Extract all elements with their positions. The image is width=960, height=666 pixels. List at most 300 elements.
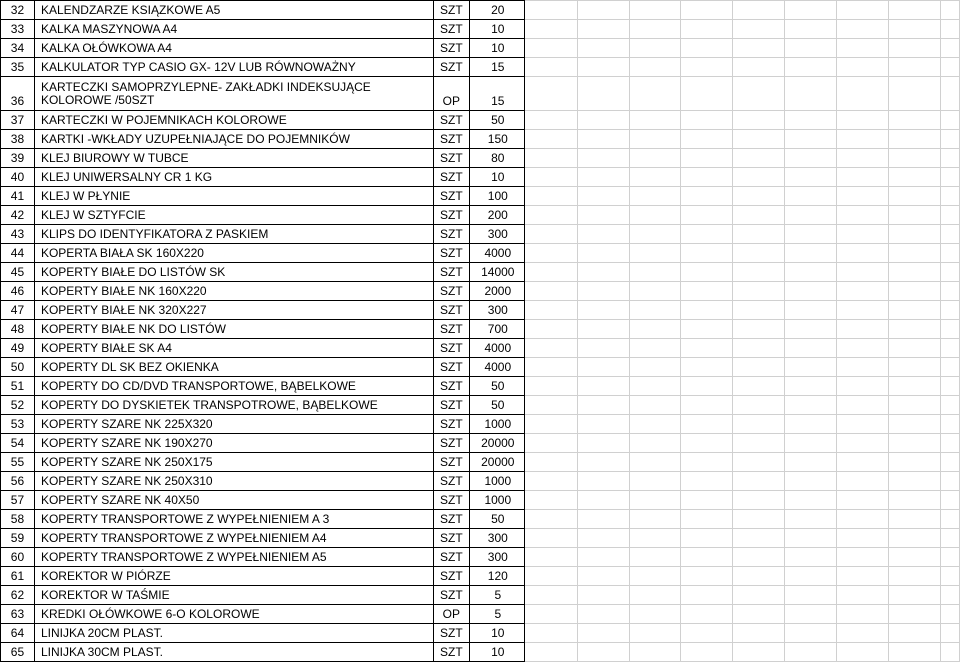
empty-cell bbox=[889, 396, 941, 415]
empty-cell bbox=[940, 225, 959, 244]
empty-cell bbox=[785, 453, 837, 472]
empty-cell bbox=[577, 453, 629, 472]
empty-cell bbox=[524, 187, 577, 206]
empty-cell bbox=[681, 605, 733, 624]
empty-cell bbox=[629, 339, 681, 358]
quantity-cell: 5 bbox=[469, 586, 524, 605]
empty-cell bbox=[837, 358, 889, 377]
empty-cell bbox=[629, 1, 681, 20]
row-number: 61 bbox=[1, 567, 35, 586]
empty-cell bbox=[785, 643, 837, 662]
empty-cell bbox=[524, 111, 577, 130]
empty-cell bbox=[681, 206, 733, 225]
empty-cell bbox=[889, 39, 941, 58]
empty-cell bbox=[940, 396, 959, 415]
empty-cell bbox=[629, 510, 681, 529]
empty-cell bbox=[577, 263, 629, 282]
unit-cell: SZT bbox=[433, 168, 469, 187]
quantity-cell: 50 bbox=[469, 377, 524, 396]
row-number: 53 bbox=[1, 415, 35, 434]
empty-cell bbox=[629, 586, 681, 605]
table-row bbox=[1, 39, 960, 58]
empty-cell bbox=[940, 624, 959, 643]
item-name: KOPERTY SZARE NK 190X270 bbox=[34, 434, 433, 453]
empty-cell bbox=[940, 130, 959, 149]
item-name: KOPERTY BIAŁE NK DO LISTÓW bbox=[34, 320, 433, 339]
item-name bbox=[34, 77, 433, 111]
row-number: 56 bbox=[1, 472, 35, 491]
empty-cell bbox=[889, 206, 941, 225]
empty-cell bbox=[577, 168, 629, 187]
empty-cell bbox=[733, 434, 785, 453]
empty-cell bbox=[940, 149, 959, 168]
empty-cell bbox=[889, 263, 941, 282]
empty-cell bbox=[940, 643, 959, 662]
empty-cell bbox=[940, 415, 959, 434]
empty-cell bbox=[733, 567, 785, 586]
quantity-cell: 150 bbox=[469, 130, 524, 149]
item-name: KOPERTY BIAŁE SK A4 bbox=[34, 339, 433, 358]
empty-cell bbox=[940, 39, 959, 58]
quantity-cell: 300 bbox=[469, 225, 524, 244]
empty-cell bbox=[577, 282, 629, 301]
table-row bbox=[1, 130, 960, 149]
empty-cell bbox=[733, 111, 785, 130]
unit-cell: OP bbox=[433, 77, 469, 111]
table-row bbox=[1, 282, 960, 301]
empty-cell bbox=[629, 187, 681, 206]
empty-cell bbox=[940, 453, 959, 472]
empty-cell bbox=[629, 20, 681, 39]
row-number: 51 bbox=[1, 377, 35, 396]
empty-cell bbox=[940, 111, 959, 130]
row-number: 38 bbox=[1, 130, 35, 149]
table-row bbox=[1, 320, 960, 339]
empty-cell bbox=[733, 529, 785, 548]
empty-cell bbox=[733, 453, 785, 472]
empty-cell bbox=[785, 225, 837, 244]
table-row bbox=[1, 225, 960, 244]
table-row bbox=[1, 586, 960, 605]
empty-cell bbox=[629, 529, 681, 548]
row-number: 37 bbox=[1, 111, 35, 130]
quantity-cell: 10 bbox=[469, 168, 524, 187]
empty-cell bbox=[524, 130, 577, 149]
empty-cell bbox=[785, 39, 837, 58]
empty-cell bbox=[733, 491, 785, 510]
item-name: KLEJ UNIWERSALNY CR 1 KG bbox=[34, 168, 433, 187]
empty-cell bbox=[629, 605, 681, 624]
empty-cell bbox=[785, 567, 837, 586]
item-name: KOPERTY SZARE NK 250X310 bbox=[34, 472, 433, 491]
empty-cell bbox=[889, 187, 941, 206]
empty-cell bbox=[629, 377, 681, 396]
empty-cell bbox=[629, 149, 681, 168]
empty-cell bbox=[940, 282, 959, 301]
empty-cell bbox=[889, 225, 941, 244]
table-row bbox=[1, 58, 960, 77]
quantity-cell: 1000 bbox=[469, 472, 524, 491]
quantity-cell: 1000 bbox=[469, 415, 524, 434]
unit-cell: SZT bbox=[433, 453, 469, 472]
empty-cell bbox=[889, 510, 941, 529]
row-number: 40 bbox=[1, 168, 35, 187]
row-number: 65 bbox=[1, 643, 35, 662]
table-row bbox=[1, 472, 960, 491]
row-number: 43 bbox=[1, 225, 35, 244]
empty-cell bbox=[733, 358, 785, 377]
empty-cell bbox=[577, 77, 629, 111]
row-number: 60 bbox=[1, 548, 35, 567]
empty-cell bbox=[524, 586, 577, 605]
item-name: KOPERTY TRANSPORTOWE Z WYPEŁNIENIEM A5 bbox=[34, 548, 433, 567]
table-row bbox=[1, 339, 960, 358]
empty-cell bbox=[681, 225, 733, 244]
empty-cell bbox=[577, 510, 629, 529]
empty-cell bbox=[889, 586, 941, 605]
row-number: 57 bbox=[1, 491, 35, 510]
empty-cell bbox=[889, 643, 941, 662]
row-number: 42 bbox=[1, 206, 35, 225]
empty-cell bbox=[785, 301, 837, 320]
empty-cell bbox=[889, 130, 941, 149]
empty-cell bbox=[785, 206, 837, 225]
item-name: KLEJ W PŁYNIE bbox=[34, 187, 433, 206]
empty-cell bbox=[733, 130, 785, 149]
quantity-cell: 10 bbox=[469, 39, 524, 58]
empty-cell bbox=[681, 491, 733, 510]
empty-cell bbox=[577, 1, 629, 20]
empty-cell bbox=[733, 168, 785, 187]
quantity-cell: 15 bbox=[469, 58, 524, 77]
empty-cell bbox=[629, 225, 681, 244]
table-row bbox=[1, 358, 960, 377]
empty-cell bbox=[837, 491, 889, 510]
item-name: KOPERTY SZARE NK 40X50 bbox=[34, 491, 433, 510]
empty-cell bbox=[837, 39, 889, 58]
empty-cell bbox=[681, 567, 733, 586]
item-name: LINIJKA 20CM PLAST. bbox=[34, 624, 433, 643]
empty-cell bbox=[889, 567, 941, 586]
item-name: LINIJKA 30CM PLAST. bbox=[34, 643, 433, 662]
empty-cell bbox=[577, 643, 629, 662]
empty-cell bbox=[889, 529, 941, 548]
empty-cell bbox=[524, 1, 577, 20]
empty-cell bbox=[785, 339, 837, 358]
item-name: KARTECZKI W POJEMNIKACH KOLOROWE bbox=[34, 111, 433, 130]
empty-cell bbox=[837, 472, 889, 491]
empty-cell bbox=[733, 548, 785, 567]
empty-cell bbox=[785, 510, 837, 529]
empty-cell bbox=[681, 510, 733, 529]
item-name: KOPERTY BIAŁE DO LISTÓW SK bbox=[34, 263, 433, 282]
empty-cell bbox=[681, 396, 733, 415]
quantity-cell: 100 bbox=[469, 187, 524, 206]
empty-cell bbox=[785, 244, 837, 263]
row-number: 58 bbox=[1, 510, 35, 529]
empty-cell bbox=[681, 263, 733, 282]
item-name: KOPERTY DL SK BEZ OKIENKA bbox=[34, 358, 433, 377]
empty-cell bbox=[889, 77, 941, 111]
table-row bbox=[1, 301, 960, 320]
quantity-cell: 4000 bbox=[469, 358, 524, 377]
empty-cell bbox=[837, 77, 889, 111]
empty-cell bbox=[524, 396, 577, 415]
table-row bbox=[1, 510, 960, 529]
row-number: 41 bbox=[1, 187, 35, 206]
empty-cell bbox=[577, 415, 629, 434]
quantity-cell: 4000 bbox=[469, 339, 524, 358]
empty-cell bbox=[577, 111, 629, 130]
empty-cell bbox=[733, 472, 785, 491]
empty-cell bbox=[940, 58, 959, 77]
quantity-cell: 20000 bbox=[469, 453, 524, 472]
empty-cell bbox=[629, 643, 681, 662]
empty-cell bbox=[577, 529, 629, 548]
empty-cell bbox=[837, 548, 889, 567]
empty-cell bbox=[524, 168, 577, 187]
empty-cell bbox=[837, 263, 889, 282]
unit-cell: SZT bbox=[433, 39, 469, 58]
empty-cell bbox=[785, 111, 837, 130]
item-name: KALKA MASZYNOWA A4 bbox=[34, 20, 433, 39]
empty-cell bbox=[940, 586, 959, 605]
quantity-cell: 1000 bbox=[469, 491, 524, 510]
empty-cell bbox=[577, 339, 629, 358]
empty-cell bbox=[889, 415, 941, 434]
empty-cell bbox=[837, 586, 889, 605]
item-name: KARTKI -WKŁADY UZUPEŁNIAJĄCE DO POJEMNIKÓW bbox=[34, 130, 433, 149]
empty-cell bbox=[629, 491, 681, 510]
empty-cell bbox=[837, 225, 889, 244]
empty-cell bbox=[629, 206, 681, 225]
empty-cell bbox=[733, 77, 785, 111]
empty-cell bbox=[524, 415, 577, 434]
empty-cell bbox=[733, 396, 785, 415]
empty-cell bbox=[577, 396, 629, 415]
unit-cell: SZT bbox=[433, 301, 469, 320]
row-number: 39 bbox=[1, 149, 35, 168]
empty-cell bbox=[837, 605, 889, 624]
empty-cell bbox=[785, 187, 837, 206]
empty-cell bbox=[524, 244, 577, 263]
empty-cell bbox=[681, 244, 733, 263]
empty-cell bbox=[629, 58, 681, 77]
unit-cell: SZT bbox=[433, 491, 469, 510]
empty-cell bbox=[681, 149, 733, 168]
empty-cell bbox=[577, 624, 629, 643]
empty-cell bbox=[629, 39, 681, 58]
quantity-cell: 10 bbox=[469, 624, 524, 643]
item-name-line: KARTECZKI SAMOPRZYLEPNE- ZAKŁADKI INDEKSUJĄCE bbox=[40, 79, 371, 94]
empty-cell bbox=[733, 643, 785, 662]
empty-cell bbox=[577, 20, 629, 39]
empty-cell bbox=[940, 472, 959, 491]
empty-cell bbox=[629, 434, 681, 453]
unit-cell: SZT bbox=[433, 529, 469, 548]
empty-cell bbox=[577, 187, 629, 206]
empty-cell bbox=[629, 415, 681, 434]
empty-cell bbox=[837, 206, 889, 225]
empty-cell bbox=[524, 206, 577, 225]
row-number: 64 bbox=[1, 624, 35, 643]
row-number: 49 bbox=[1, 339, 35, 358]
empty-cell bbox=[889, 320, 941, 339]
unit-cell: SZT bbox=[433, 586, 469, 605]
empty-cell bbox=[629, 548, 681, 567]
empty-cell bbox=[524, 643, 577, 662]
quantity-cell: 300 bbox=[469, 548, 524, 567]
empty-cell bbox=[837, 282, 889, 301]
empty-cell bbox=[733, 149, 785, 168]
empty-cell bbox=[681, 472, 733, 491]
empty-cell bbox=[733, 20, 785, 39]
unit-cell: SZT bbox=[433, 339, 469, 358]
empty-cell bbox=[733, 1, 785, 20]
empty-cell bbox=[733, 510, 785, 529]
unit-cell: SZT bbox=[433, 510, 469, 529]
empty-cell bbox=[785, 320, 837, 339]
item-name: KOREKTOR W PIÓRZE bbox=[34, 567, 433, 586]
table-row bbox=[1, 187, 960, 206]
empty-cell bbox=[577, 567, 629, 586]
row-number: 54 bbox=[1, 434, 35, 453]
empty-cell bbox=[629, 282, 681, 301]
empty-cell bbox=[785, 58, 837, 77]
empty-cell bbox=[940, 20, 959, 39]
empty-cell bbox=[785, 168, 837, 187]
unit-cell: OP bbox=[433, 605, 469, 624]
quantity-cell: 80 bbox=[469, 149, 524, 168]
empty-cell bbox=[524, 301, 577, 320]
item-name: KOREKTOR W TAŚMIE bbox=[34, 586, 433, 605]
empty-cell bbox=[577, 548, 629, 567]
empty-cell bbox=[681, 58, 733, 77]
item-name: KREDKI OŁÓWKOWE 6-O KOLOROWE bbox=[34, 605, 433, 624]
empty-cell bbox=[629, 244, 681, 263]
empty-cell bbox=[629, 301, 681, 320]
empty-cell bbox=[577, 320, 629, 339]
empty-cell bbox=[889, 453, 941, 472]
unit-cell: SZT bbox=[433, 206, 469, 225]
empty-cell bbox=[524, 377, 577, 396]
empty-cell bbox=[785, 20, 837, 39]
table-row bbox=[1, 206, 960, 225]
item-name: KOPERTY TRANSPORTOWE Z WYPEŁNIENIEM A4 bbox=[34, 529, 433, 548]
empty-cell bbox=[940, 605, 959, 624]
row-number: 35 bbox=[1, 58, 35, 77]
empty-cell bbox=[889, 244, 941, 263]
empty-cell bbox=[733, 206, 785, 225]
empty-cell bbox=[629, 320, 681, 339]
empty-cell bbox=[524, 77, 577, 111]
empty-cell bbox=[733, 320, 785, 339]
quantity-cell: 300 bbox=[469, 301, 524, 320]
empty-cell bbox=[837, 567, 889, 586]
empty-cell bbox=[524, 358, 577, 377]
empty-cell bbox=[629, 358, 681, 377]
empty-cell bbox=[577, 377, 629, 396]
empty-cell bbox=[889, 58, 941, 77]
empty-cell bbox=[577, 130, 629, 149]
empty-cell bbox=[681, 434, 733, 453]
empty-cell bbox=[785, 472, 837, 491]
empty-cell bbox=[889, 1, 941, 20]
table-row bbox=[1, 415, 960, 434]
empty-cell bbox=[940, 510, 959, 529]
empty-cell bbox=[681, 20, 733, 39]
quantity-cell: 50 bbox=[469, 510, 524, 529]
row-number: 46 bbox=[1, 282, 35, 301]
empty-cell bbox=[733, 415, 785, 434]
empty-cell bbox=[940, 206, 959, 225]
quantity-cell: 14000 bbox=[469, 263, 524, 282]
empty-cell bbox=[785, 415, 837, 434]
empty-cell bbox=[733, 244, 785, 263]
unit-cell: SZT bbox=[433, 20, 469, 39]
empty-cell bbox=[681, 168, 733, 187]
empty-cell bbox=[733, 586, 785, 605]
quantity-cell: 20000 bbox=[469, 434, 524, 453]
empty-cell bbox=[629, 624, 681, 643]
empty-cell bbox=[940, 434, 959, 453]
item-name: KALENDZARZE KSIĄZKOWE A5 bbox=[34, 1, 433, 20]
empty-cell bbox=[940, 491, 959, 510]
empty-cell bbox=[681, 187, 733, 206]
item-name: KOPERTY DO CD/DVD TRANSPORTOWE, BĄBELKOWE bbox=[34, 377, 433, 396]
row-number: 59 bbox=[1, 529, 35, 548]
empty-cell bbox=[940, 529, 959, 548]
empty-cell bbox=[837, 320, 889, 339]
table-row bbox=[1, 20, 960, 39]
table-row bbox=[1, 605, 960, 624]
unit-cell: SZT bbox=[433, 130, 469, 149]
empty-cell bbox=[577, 605, 629, 624]
empty-cell bbox=[785, 605, 837, 624]
empty-cell bbox=[837, 339, 889, 358]
table-row bbox=[1, 491, 960, 510]
quantity-cell: 4000 bbox=[469, 244, 524, 263]
empty-cell bbox=[785, 434, 837, 453]
empty-cell bbox=[785, 358, 837, 377]
empty-cell bbox=[577, 58, 629, 77]
empty-cell bbox=[889, 149, 941, 168]
empty-cell bbox=[837, 301, 889, 320]
unit-cell: SZT bbox=[433, 396, 469, 415]
unit-cell: SZT bbox=[433, 624, 469, 643]
empty-cell bbox=[524, 548, 577, 567]
empty-cell bbox=[837, 244, 889, 263]
table-row bbox=[1, 77, 960, 111]
empty-cell bbox=[785, 624, 837, 643]
empty-cell bbox=[681, 548, 733, 567]
empty-cell bbox=[681, 1, 733, 20]
empty-cell bbox=[889, 111, 941, 130]
empty-cell bbox=[681, 130, 733, 149]
item-name: KLEJ W SZTYFCIE bbox=[34, 206, 433, 225]
empty-cell bbox=[940, 77, 959, 111]
quantity-cell: 5 bbox=[469, 605, 524, 624]
empty-cell bbox=[889, 624, 941, 643]
empty-cell bbox=[785, 77, 837, 111]
item-name-line: KOLOROWE /50SZT bbox=[40, 92, 155, 107]
empty-cell bbox=[785, 1, 837, 20]
item-name: KALKA OŁÓWKOWA A4 bbox=[34, 39, 433, 58]
empty-cell bbox=[785, 529, 837, 548]
empty-cell bbox=[785, 396, 837, 415]
empty-cell bbox=[524, 263, 577, 282]
unit-cell: SZT bbox=[433, 225, 469, 244]
